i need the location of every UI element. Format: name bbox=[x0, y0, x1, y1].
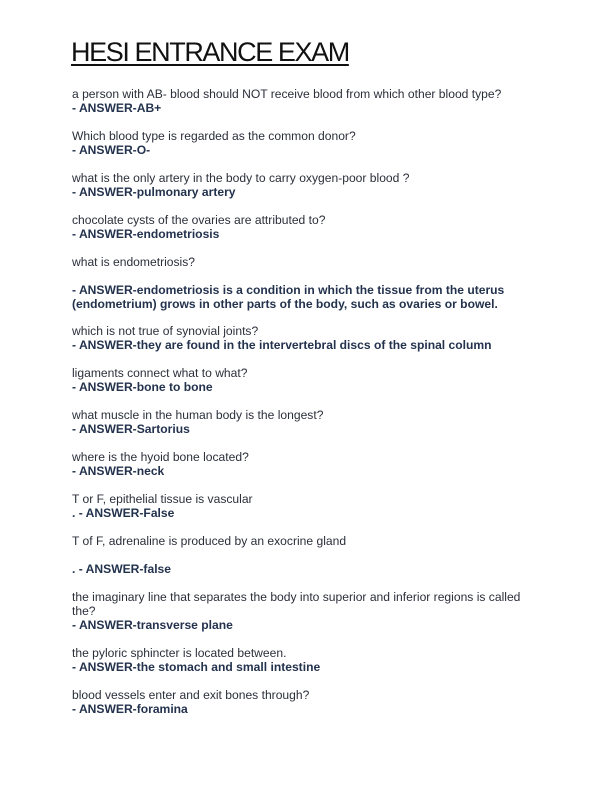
answer-text: - ANSWER-pulmonary artery bbox=[72, 185, 236, 199]
question-text: which is not true of synovial joints? bbox=[72, 324, 259, 338]
answer-text: - ANSWER-transverse plane bbox=[72, 618, 233, 632]
answer-text: - ANSWER-foramina bbox=[72, 702, 188, 716]
question-text: the imaginary line that separates the body into superior and inferior regions is called the? bbox=[72, 590, 521, 618]
question-text: T or F, epithelial tissue is vascular bbox=[72, 492, 253, 506]
question-text: what is the only artery in the body to carry oxygen-poor blood ? bbox=[72, 171, 410, 185]
answer-text: - ANSWER-neck bbox=[72, 464, 165, 478]
answer-text: - ANSWER-they are found in the intervertebral discs of the spinal column bbox=[72, 338, 492, 352]
qa-item bbox=[72, 492, 532, 520]
answer-text: - ANSWER-bone to bone bbox=[72, 380, 213, 394]
qa-item bbox=[72, 171, 532, 199]
answer-text: - ANSWER-the stomach and small intestine bbox=[72, 660, 321, 674]
qa-item bbox=[72, 87, 532, 115]
answer-text: . - ANSWER-False bbox=[72, 506, 175, 520]
qa-item bbox=[72, 408, 532, 436]
answer-text: - ANSWER-O- bbox=[72, 143, 151, 157]
question-text: T of F, adrenaline is produced by an exocrine gland bbox=[72, 534, 347, 548]
qa-item bbox=[72, 129, 532, 157]
question-text: where is the hyoid bone located? bbox=[72, 450, 249, 464]
question-text: the pyloric sphincter is located between. bbox=[72, 646, 287, 660]
question-text: what muscle in the human body is the longest? bbox=[72, 408, 324, 422]
qa-item bbox=[72, 450, 532, 478]
qa-item bbox=[72, 646, 532, 674]
answer-text: - ANSWER-AB+ bbox=[72, 101, 162, 115]
qa-item bbox=[72, 213, 532, 241]
question-text: ligaments connect what to what? bbox=[72, 366, 248, 380]
qa-item bbox=[72, 688, 532, 716]
answer-text: . - ANSWER-false bbox=[72, 562, 171, 576]
question-text: blood vessels enter and exit bones through? bbox=[72, 688, 310, 702]
qa-item bbox=[72, 255, 532, 311]
question-text: what is endometriosis? bbox=[72, 255, 196, 269]
qa-item bbox=[72, 366, 532, 394]
answer-text: - ANSWER-endometriosis bbox=[72, 227, 220, 241]
qa-item bbox=[72, 590, 532, 632]
qa-item bbox=[72, 324, 532, 352]
page-title: HESI ENTRANCE EXAM bbox=[71, 37, 349, 67]
answer-text: - ANSWER-Sartorius bbox=[72, 422, 190, 436]
qa-item bbox=[72, 534, 532, 576]
answer-text: - ANSWER-endometriosis is a condition in which the tissue from the uterus (endometrium) grows in other parts of the body, such as ovaries or bowel. bbox=[72, 283, 505, 311]
question-text: a person with AB- blood should NOT receive blood from which other blood type? bbox=[72, 87, 502, 101]
question-text: chocolate cysts of the ovaries are attributed to? bbox=[72, 213, 326, 227]
question-text: Which blood type is regarded as the common donor? bbox=[72, 129, 356, 143]
